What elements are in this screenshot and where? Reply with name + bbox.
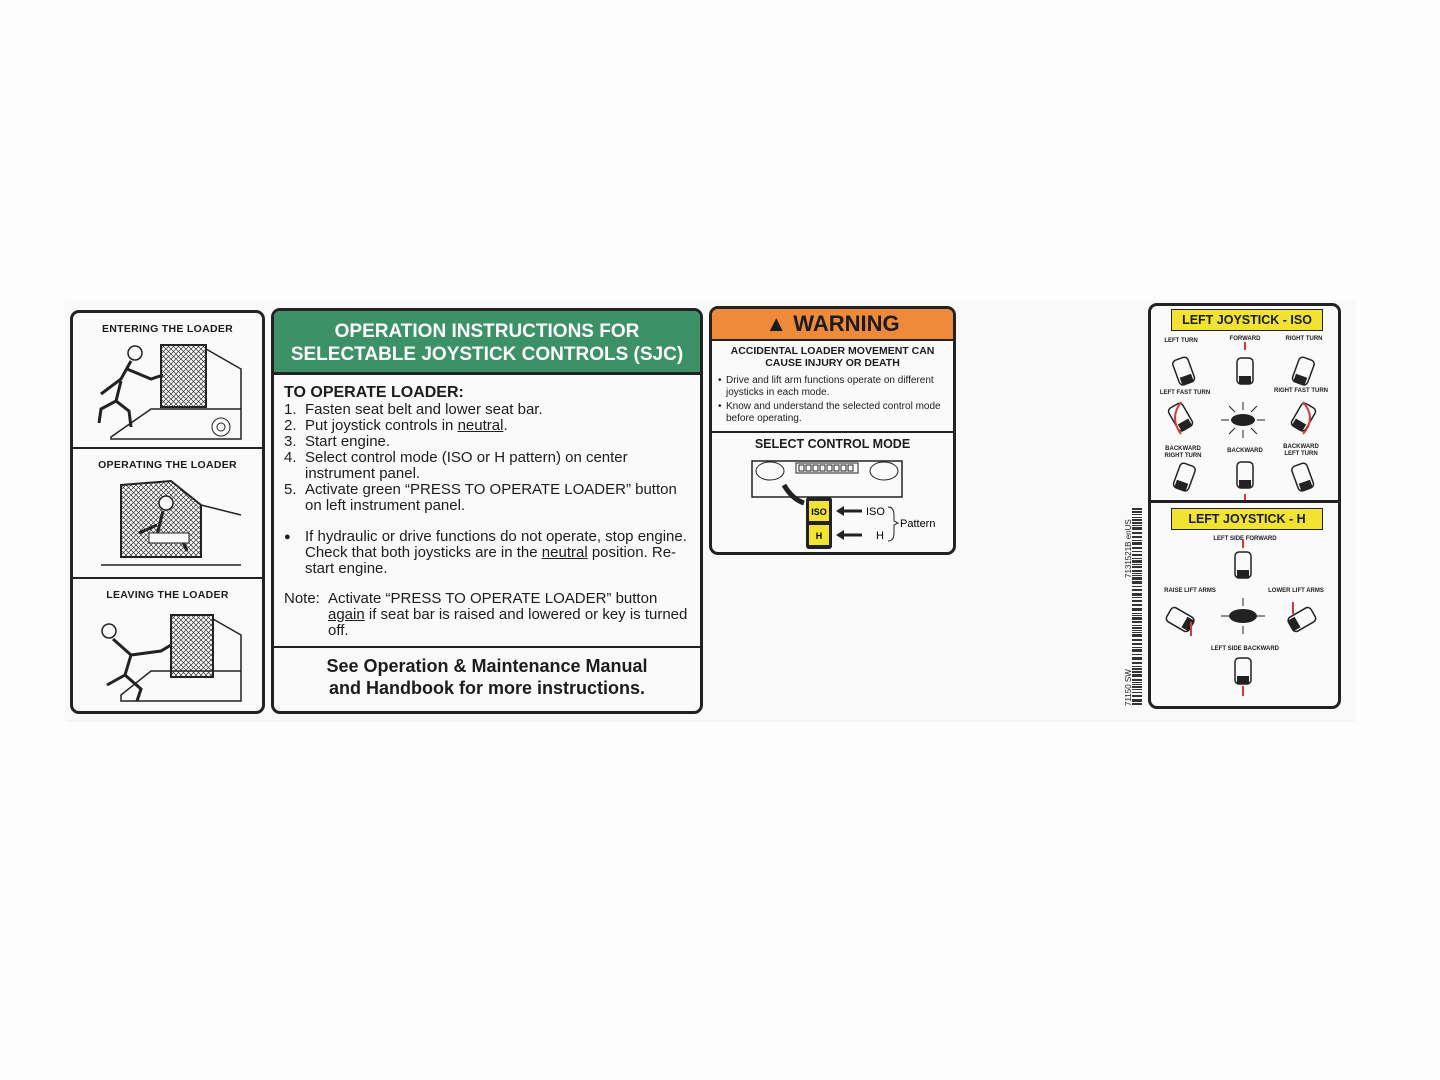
- part-code-1: 7131521B enUS: [1124, 519, 1133, 578]
- iso-left-fast-turn: LEFT FAST TURN: [1159, 390, 1211, 396]
- h-raise-lift-arms: RAISE LIFT ARMS: [1164, 588, 1216, 594]
- iso-right-turn: RIGHT TURN: [1285, 336, 1323, 342]
- operating-loader-illustration: [91, 475, 251, 575]
- instructions-footer: [274, 646, 700, 711]
- warning-triangle-icon: ▲: [765, 311, 788, 336]
- iso-key-label: ISO: [811, 507, 827, 517]
- h-left-side-forward: LEFT SIDE FORWARD: [1213, 536, 1277, 542]
- iso-backward-left-turn: BACKWARD LEFT TURN: [1283, 444, 1319, 457]
- instructions-header: [274, 311, 700, 375]
- step-3: 3. Start engine.: [284, 433, 391, 450]
- step-5: 5. Activate green “PRESS TO OPERATE LOADER” button on left instrument panel.: [284, 481, 677, 514]
- instructions-title-line2: SELECTABLE JOYSTICK CONTROLS (SJC): [290, 344, 684, 365]
- operating-loader-label: OPERATING THE LOADER: [98, 459, 237, 471]
- left-joystick-panel: [1148, 303, 1341, 709]
- h-arrow-label: H: [876, 530, 884, 542]
- operate-heading: TO OPERATE LOADER:: [284, 384, 464, 401]
- part-code-2: 71150 SW: [1124, 669, 1133, 706]
- step-1: 1. Fasten seat belt and lower seat bar.: [284, 401, 543, 418]
- iso-arrow-label: ISO: [866, 506, 885, 518]
- joystick-divider: [1151, 500, 1338, 503]
- entering-loader-section: [73, 313, 262, 449]
- warning-title: WARNING: [793, 311, 900, 336]
- warning-subtitle: ACCIDENTAL LOADER MOVEMENT CAN CAUSE INJURY OR DEATH: [730, 345, 935, 369]
- joystick-iso-title: LEFT JOYSTICK - ISO: [1171, 309, 1323, 331]
- control-mode-diagram: [712, 455, 953, 553]
- step-4: 4. Select control mode (ISO or H pattern) on center instrument panel.: [284, 449, 628, 482]
- warning-divider: [712, 431, 953, 433]
- h-key-label: H: [815, 531, 823, 541]
- iso-backward: BACKWARD: [1227, 448, 1263, 454]
- iso-right-fast-turn: RIGHT FAST TURN: [1274, 388, 1328, 394]
- troubleshoot-bullet: ● If hydraulic or drive functions do not operate, stop engine. Check that both joysticks are in the neutral position. Re-start engine.: [284, 528, 687, 577]
- warning-bullet-2: • Know and understand the selected control mode before operating.: [718, 401, 941, 424]
- note: Note: Activate “PRESS TO OPERATE LOADER” button again if seat bar is raised and lowered or key is turned off.: [284, 590, 688, 639]
- iso-diagram: [1151, 332, 1338, 502]
- instructions-body: [284, 385, 694, 639]
- pattern-label: Pattern: [900, 518, 936, 530]
- instructions-title-line1: OPERATION INSTRUCTIONS FOR: [334, 321, 640, 342]
- leaving-loader-illustration: [91, 605, 251, 705]
- operating-loader-section: [73, 449, 262, 579]
- iso-forward: FORWARD: [1229, 336, 1261, 342]
- illustration-panel: [70, 310, 265, 714]
- joystick-h-title: LEFT JOYSTICK - H: [1171, 508, 1323, 530]
- warning-bullets: [718, 375, 950, 427]
- entering-loader-illustration: [91, 339, 251, 447]
- entering-loader-label: ENTERING THE LOADER: [101, 323, 234, 335]
- footer-line2: and Handbook for more instructions.: [328, 678, 646, 698]
- h-diagram: [1151, 536, 1338, 706]
- leaving-loader-label: LEAVING THE LOADER: [106, 589, 229, 601]
- warning-bullet-1: • Drive and lift arm functions operate on different joysticks in each mode.: [718, 375, 934, 398]
- iso-left-turn: LEFT TURN: [1164, 338, 1198, 344]
- warning-panel: [709, 306, 956, 555]
- h-lower-lift-arms: LOWER LIFT ARMS: [1268, 588, 1324, 594]
- iso-backward-right-turn: BACKWARD RIGHT TURN: [1164, 446, 1202, 459]
- operation-instructions-panel: [271, 308, 703, 714]
- leaving-loader-section: [73, 579, 262, 714]
- step-2: 2. Put joystick controls in neutral.: [284, 417, 508, 434]
- h-left-side-backward: LEFT SIDE BACKWARD: [1211, 646, 1279, 652]
- select-control-mode-title: SELECT CONTROL MODE: [754, 437, 911, 451]
- warning-header: [712, 309, 953, 341]
- footer-line1: See Operation & Maintenance Manual: [326, 656, 648, 676]
